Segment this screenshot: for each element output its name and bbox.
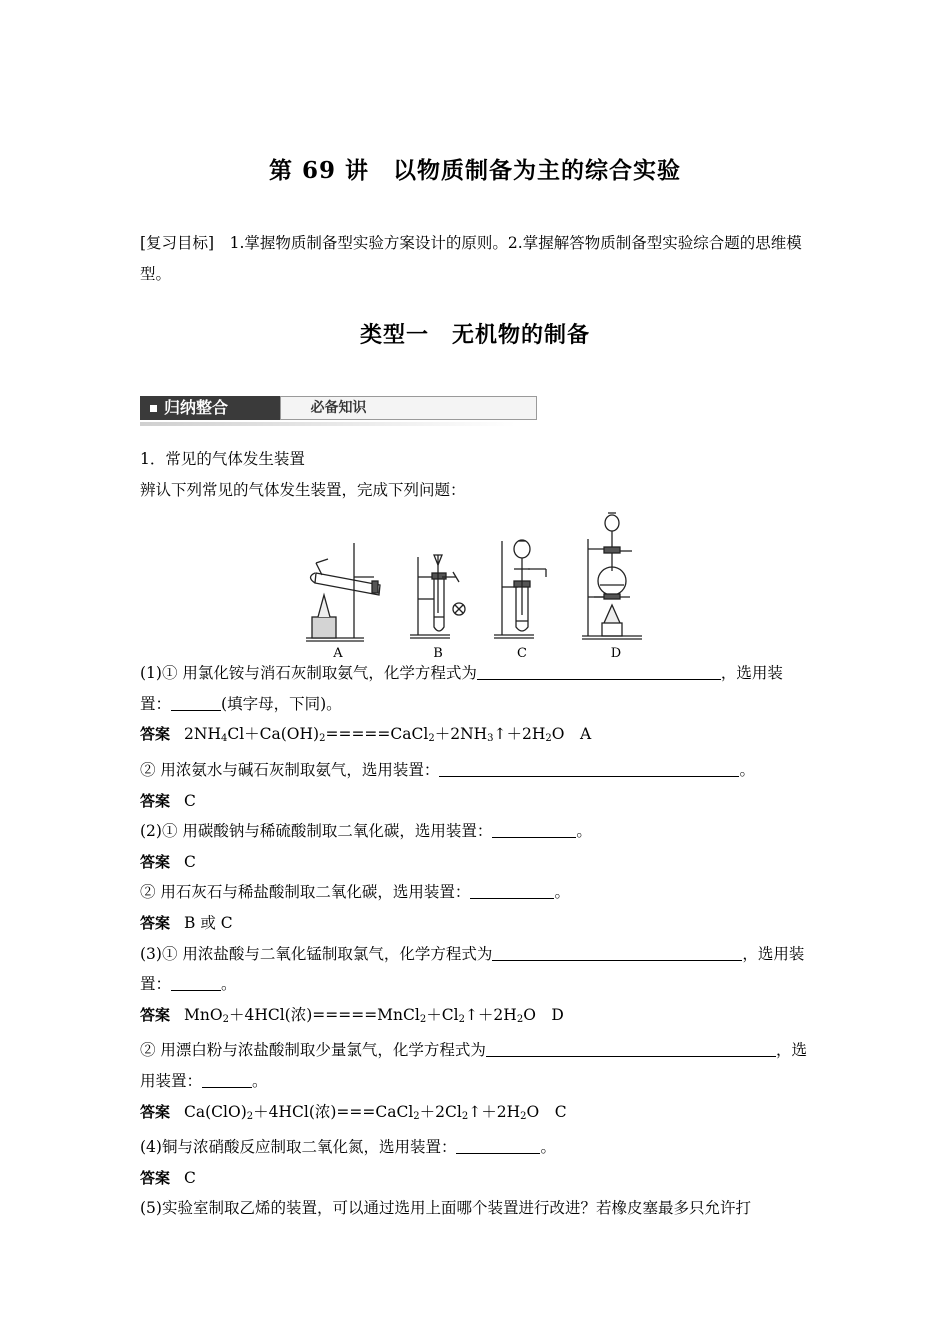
question-text: 。 [540,1138,556,1157]
answer-3-1 [140,1000,812,1036]
banner-left-label: 归纳整合 [164,398,229,417]
equation-text: ＋2NH [434,725,488,744]
equation-text: ↑＋2H [468,1102,521,1121]
question-text: (填字母，下同)。 [221,694,342,713]
question-text: ，选用装置： [140,1041,807,1090]
subscript: 2 [246,1110,254,1122]
question-text: (4)铜与浓硝酸反应制取二氧化氮，选用装置： [140,1138,457,1157]
answer-label: 答案 [140,1168,171,1187]
equation-text: ＋Cl [426,1005,459,1024]
answer-text: C [184,852,196,871]
question-text: 。 [252,1071,268,1090]
equation-text: ↑＋2H [493,725,546,744]
equation-text: Ca(ClO) [184,1102,247,1121]
question-text: ② 用漂白粉与浓盐酸制取少量氯气，化学方程式为 [140,1041,486,1060]
question-text: 。 [554,883,570,902]
answer-1-1 [140,719,812,755]
answer-text: C [184,791,196,810]
answer-blank [486,1040,776,1057]
question-3-2 [140,1035,812,1096]
equation-text: O A [551,725,592,744]
figure-label-d: D [610,646,622,661]
question-2-2 [140,877,812,908]
section-banner [140,394,516,428]
answer-label: 答案 [140,1005,171,1024]
equation-text: MnO [184,1005,223,1024]
figure-label-a: A [333,646,343,661]
subscript: 2 [222,1013,229,1025]
answer-label: 答案 [140,913,171,932]
answer-4 [140,1163,812,1194]
subscript: 3 [487,733,494,745]
review-objectives [140,228,812,290]
question-5: (5)实验室制取乙烯的装置，可以通过选用上面哪个装置进行改进？若橡皮塞最多只允许打 [140,1199,751,1218]
document-body [140,444,812,1224]
question-text: ② 用石灰石与稀盐酸制取二氧化碳，选用装置： [140,883,471,902]
equation-text: ↑＋2H [464,1005,517,1024]
subscript: 2 [458,1013,465,1025]
question-text: (2)① 用碳酸钠与稀硫酸制取二氧化碳，选用装置： [140,822,493,841]
equation-text: O C [526,1102,567,1121]
subscript: 2 [413,1110,420,1122]
question-4 [140,1132,812,1163]
subscript: 2 [319,733,326,745]
subscript: 2 [545,733,552,745]
answer-blank [492,821,576,838]
equation-text: ＋4HCl(浓)=====MnCl [228,1005,420,1024]
question-text: ，选用装置： [140,664,783,713]
figure-spacer [140,505,812,658]
question-1-2 [140,755,812,786]
answer-label: 答案 [140,1102,171,1121]
answer-text: B 或 C [184,913,233,932]
answer-blank [171,974,221,991]
objective-text: 1.掌握物质制备型实验方案设计的原则。2.掌握解答物质制备型实验综合题的思维模型。 [140,234,802,283]
answer-2-1 [140,847,812,878]
question-text: (1)① 用氯化铵与消石灰制取氨气，化学方程式为 [140,664,477,683]
subscript: 2 [461,1110,469,1122]
square-bullet-icon [150,405,157,412]
subscript: 2 [419,1013,427,1025]
answer-label: 答案 [140,852,171,871]
answer-1-2 [140,786,812,817]
question-3-1 [140,939,812,1000]
question-text: ，选用装置： [140,944,805,994]
answer-label: 答案 [140,725,171,744]
subscript: 2 [428,733,435,745]
answer-label: 答案 [140,791,171,810]
banner-light-box [280,396,537,420]
equation-text: Cl＋Ca(OH) [227,725,320,744]
equation-text: ＋4HCl(浓)===CaCl [253,1102,414,1121]
question-1-1 [140,658,812,719]
banner-dark-box [140,396,280,420]
question-text: 。 [221,975,237,994]
answer-3-2 [140,1097,812,1133]
figure-label-b: B [433,646,443,661]
answer-blank [456,1137,540,1154]
equation-text: 2NH [184,725,221,744]
heading-gas-generators: 1．常见的气体发生装置 [140,450,305,468]
banner-right-label: 必备知识 [310,400,367,416]
question-text: 。 [576,822,592,841]
equation-text: ＋2Cl [419,1102,462,1121]
question-text: ② 用浓氨水与碱石灰制取氨气，选用装置： [140,760,440,779]
figure-label-c: C [517,646,527,661]
answer-blank [492,944,742,961]
question-text: (3)① 用浓盐酸与二氧化锰制取氯气，化学方程式为 [140,944,493,963]
answer-blank [171,694,221,711]
answer-blank [439,760,739,777]
answer-blank [477,663,721,680]
subscript: 4 [220,733,228,745]
answer-blank [202,1071,252,1088]
question-text: 。 [739,760,755,779]
subscript: 2 [516,1013,524,1025]
section-title: 类型一 无机物的制备 [359,322,590,348]
page-title: 第 69 讲 以物质制备为主的综合实验 [268,157,682,184]
intro-text: 辨认下列常见的气体发生装置，完成下列问题： [140,480,466,499]
answer-blank [470,882,554,899]
subscript: 2 [520,1110,527,1122]
equation-text: =====CaCl [325,725,429,744]
banner-underline [140,422,516,426]
answer-text: C [184,1168,196,1187]
question-2-1 [140,816,812,847]
answer-2-2 [140,908,812,939]
objective-label: [复习目标] [140,234,215,252]
equation-text: O D [523,1005,564,1024]
